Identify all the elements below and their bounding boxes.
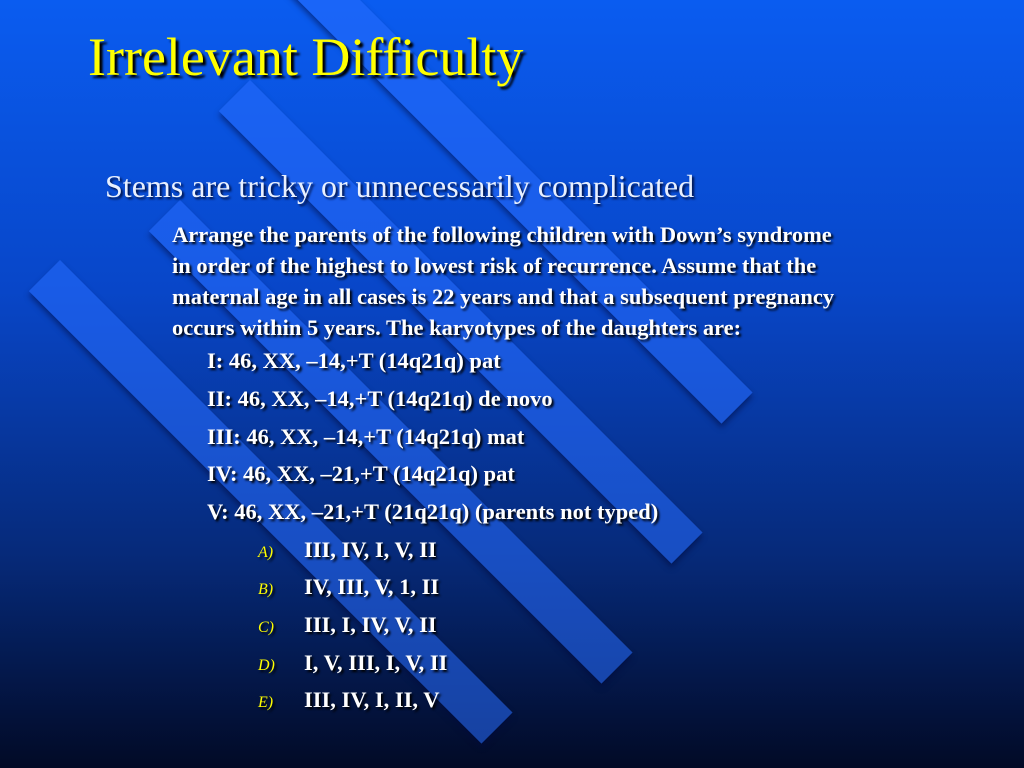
stem-line: maternal age in all cases is 22 years and that a subsequent pregnancy xyxy=(172,284,835,309)
option-letter: D) xyxy=(258,657,275,674)
slide-subtitle: Stems are tricky or unnecessarily complicated xyxy=(105,168,695,204)
karyotype-item: V: 46, XX, –21,+T (21q21q) (parents not typed) xyxy=(207,499,659,524)
karyotype-item: I: 46, XX, –14,+T (14q21q) pat xyxy=(207,348,501,373)
karyotype-item: III: 46, XX, –14,+T (14q21q) mat xyxy=(207,424,525,449)
karyotype-item: IV: 46, XX, –21,+T (14q21q) pat xyxy=(207,461,515,486)
option-text: IV, III, V, 1, II xyxy=(304,574,440,599)
answer-option-a xyxy=(258,537,437,563)
option-text: I, V, III, I, V, II xyxy=(304,650,448,675)
slide-title: Irrelevant Difficulty xyxy=(88,27,524,87)
stem-line: in order of the highest to lowest risk of recurrence. Assume that the xyxy=(172,253,817,278)
answer-option-c xyxy=(258,612,437,638)
option-letter: C) xyxy=(258,619,274,636)
answer-option-e xyxy=(258,687,439,713)
option-letter: E) xyxy=(258,694,274,711)
option-letter: A) xyxy=(258,544,274,561)
stem-line: Arrange the parents of the following children with Down’s syndrome xyxy=(172,222,832,247)
option-text: III, I, IV, V, II xyxy=(304,612,437,637)
answer-option-d xyxy=(258,650,447,676)
option-text: III, IV, I, II, V xyxy=(304,687,440,712)
stem-line: occurs within 5 years. The karyotypes of the daughters are: xyxy=(172,315,742,340)
option-letter: B) xyxy=(258,581,274,598)
karyotype-item: II: 46, XX, –14,+T (14q21q) de novo xyxy=(207,386,553,411)
option-text: III, IV, I, V, II xyxy=(304,537,437,562)
question-stem xyxy=(172,219,1014,343)
answer-option-b xyxy=(258,574,439,600)
